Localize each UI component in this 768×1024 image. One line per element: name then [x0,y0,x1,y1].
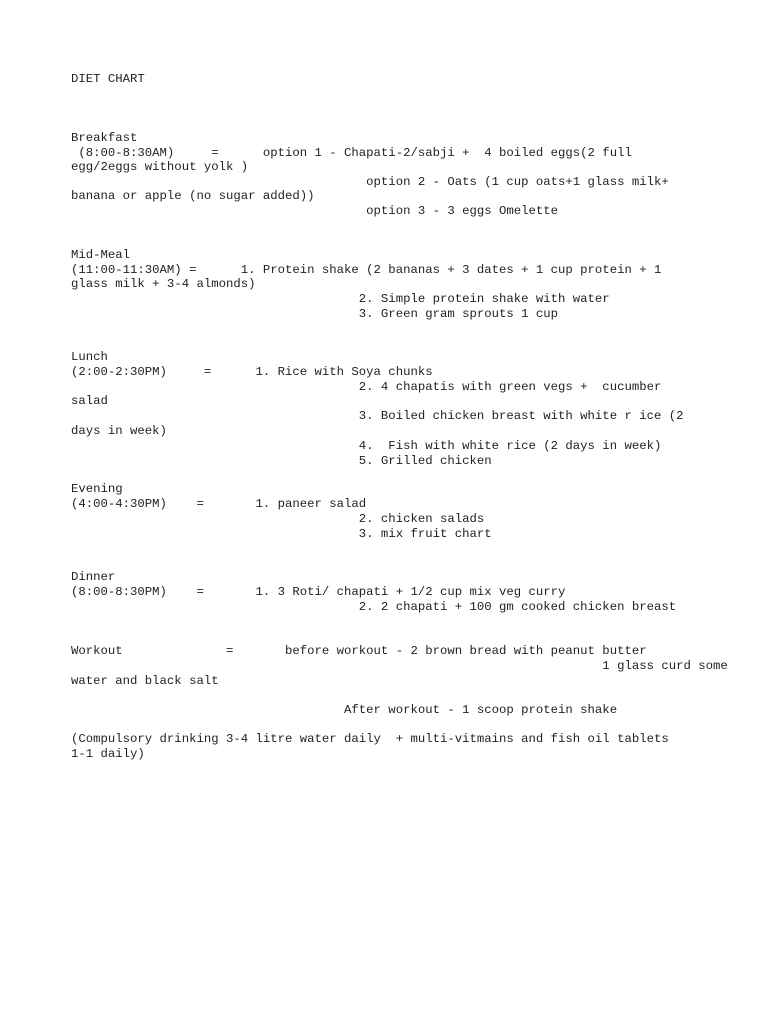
breakfast-line: option 2 - Oats (1 cup oats+1 glass milk+ [71,175,669,189]
document-title: DIET CHART [71,72,145,86]
workout-line: 1 glass curd some [71,659,728,673]
evening-line: 2. chicken salads [71,512,485,526]
mid-meal-heading: Mid-Meal [71,248,131,262]
mid-meal-line: 3. Green gram sprouts 1 cup [71,307,559,321]
breakfast-line: (8:00-8:30AM) = option 1 - Chapati-2/sabji + 4 boiled eggs(2 full [71,146,632,160]
lunch-heading: Lunch [71,350,108,364]
workout-line: Workout = before workout - 2 brown bread with peanut butter [71,644,647,658]
evening-line: 3. mix fruit chart [71,527,492,541]
breakfast-line: egg/2eggs without yolk ) [71,160,249,174]
evening-heading: Evening [71,482,123,496]
workout-line: water and black salt [71,674,219,688]
breakfast-heading: Breakfast [71,131,138,145]
lunch-line: 5. Grilled chicken [71,454,492,468]
mid-meal-line: (11:00-11:30AM) = 1. Protein shake (2 bananas + 3 dates + 1 cup protein + 1 [71,263,662,277]
dinner-heading: Dinner [71,570,116,584]
note-line: 1-1 daily) [71,747,145,761]
breakfast-line: option 3 - 3 eggs Omelette [71,204,559,218]
dinner-line: 2. 2 chapati + 100 gm cooked chicken breast [71,600,677,614]
evening-line: (4:00-4:30PM) = 1. paneer salad [71,497,367,511]
mid-meal-line: 2. Simple protein shake with water [71,292,610,306]
note-line: (Compulsory drinking 3-4 litre water daily + multi-vitmains and fish oil tablets [71,732,669,746]
lunch-line: 2. 4 chapatis with green vegs + cucumber [71,380,662,394]
lunch-line: days in week) [71,424,167,438]
workout-line: After workout - 1 scoop protein shake [71,703,618,717]
lunch-line: salad [71,394,108,408]
mid-meal-line: glass milk + 3-4 almonds) [71,277,256,291]
breakfast-line: banana or apple (no sugar added)) [71,189,315,203]
dinner-line: (8:00-8:30PM) = 1. 3 Roti/ chapati + 1/2 cup mix veg curry [71,585,566,599]
lunch-line: 4. Fish with white rice (2 days in week) [71,439,662,453]
lunch-line: (2:00-2:30PM) = 1. Rice with Soya chunks [71,365,433,379]
lunch-line: 3. Boiled chicken breast with white r ice (2 [71,409,684,423]
